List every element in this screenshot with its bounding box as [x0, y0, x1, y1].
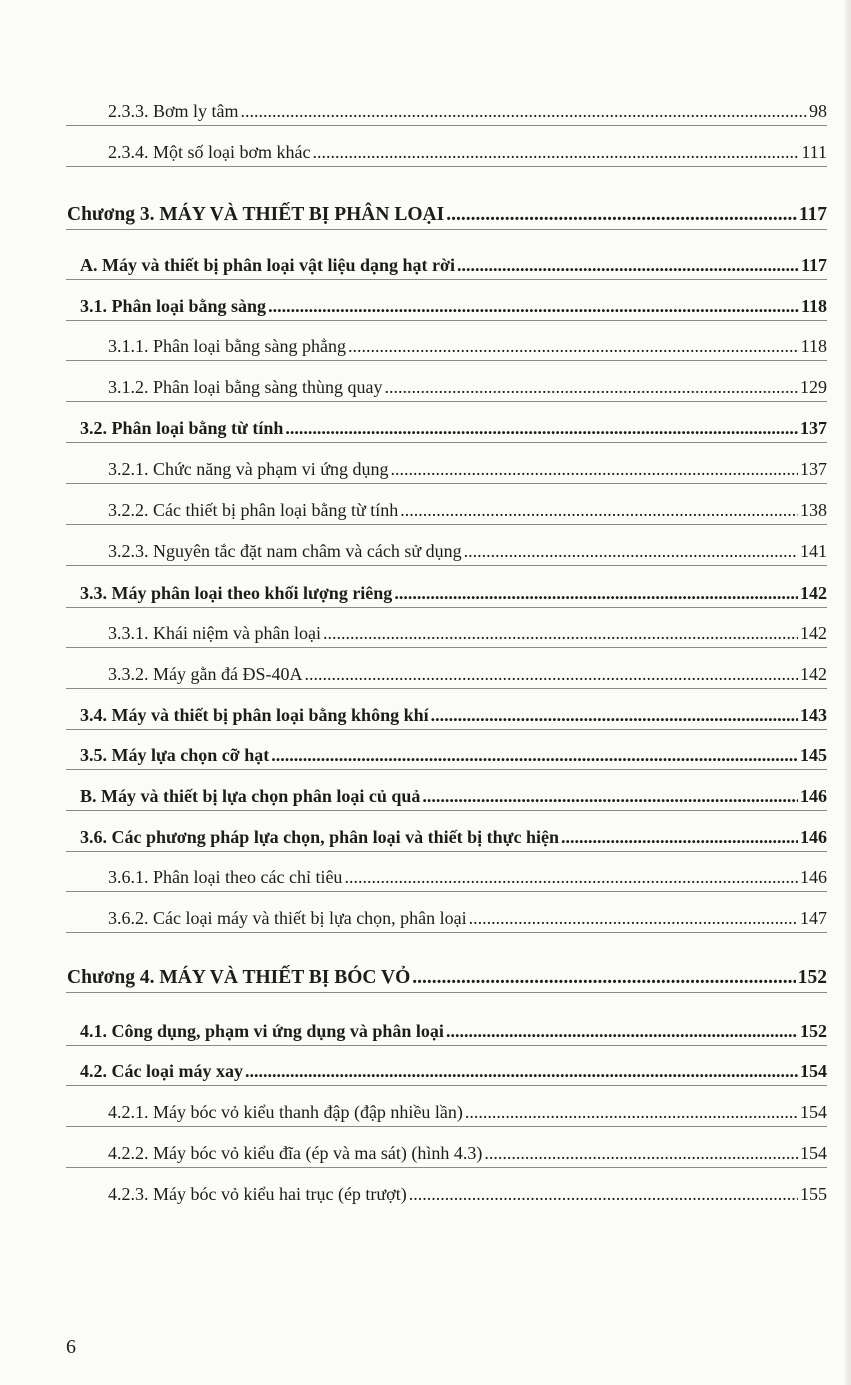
toc-entry-page: 118 — [800, 296, 827, 316]
toc-entry-label: Chương 4. MÁY VÀ THIẾT BỊ BÓC VỎ — [67, 967, 411, 988]
toc-entry — [0, 495, 851, 525]
leader-dots — [422, 786, 798, 807]
toc-entry-page: 137 — [800, 418, 827, 438]
separator-line — [66, 607, 827, 608]
toc-entry-page: 129 — [800, 377, 827, 397]
toc-entry-page: 118 — [800, 336, 827, 356]
separator-line — [66, 1126, 827, 1127]
toc-section-entry — [0, 1016, 851, 1046]
separator-line — [66, 932, 827, 933]
toc-section-entry — [0, 578, 851, 608]
toc-entry-label: 3.2.1. Chức năng và phạm vi ứng dụng — [108, 459, 389, 479]
toc-entry-label: B. Máy và thiết bị lựa chọn phân loại củ quả — [80, 786, 421, 806]
separator-line — [66, 565, 827, 566]
toc-entry-label: 3.2.2. Các thiết bị phân loại bằng từ tính — [108, 500, 399, 520]
toc-entry — [0, 372, 851, 402]
separator-line — [66, 229, 827, 230]
leader-dots — [446, 204, 797, 226]
toc-section-entry — [0, 291, 851, 321]
toc-entry-page: 152 — [797, 967, 827, 988]
leader-dots — [465, 1102, 798, 1123]
toc-entry — [0, 1138, 851, 1168]
separator-line — [66, 891, 827, 892]
toc-entry-page: 98 — [809, 101, 827, 121]
toc-entry-label: 4.2.3. Máy bóc vỏ kiểu hai trục (ép trượt) — [108, 1184, 407, 1204]
separator-line — [66, 729, 827, 730]
toc-entry-label: 3.5. Máy lựa chọn cỡ hạt — [80, 745, 270, 765]
toc-entry-label: 3.6. Các phương pháp lựa chọn, phân loại và thiết bị thực hiện — [80, 827, 559, 847]
leader-dots — [304, 664, 798, 685]
separator-line — [66, 992, 827, 993]
leader-dots — [313, 142, 800, 163]
leader-dots — [400, 500, 798, 521]
leader-dots — [409, 1184, 798, 1205]
toc-entry-page: 155 — [800, 1184, 827, 1204]
toc-entry — [0, 536, 851, 566]
toc-entry-page: 146 — [800, 786, 827, 806]
page-edge — [845, 0, 851, 1385]
toc-entry-label: 4.2.2. Máy bóc vỏ kiểu đĩa (ép và ma sát) (hình 4.3) — [108, 1143, 483, 1163]
toc-entry-page: 154 — [800, 1143, 827, 1163]
leader-dots — [469, 908, 798, 929]
leader-dots — [484, 1143, 798, 1164]
toc-entry-label: 3.6.1. Phân loại theo các chỉ tiêu — [108, 867, 343, 887]
separator-line — [66, 1045, 827, 1046]
toc-entry — [0, 137, 851, 167]
toc-section-entry — [0, 740, 851, 770]
toc-entry-page: 138 — [800, 500, 827, 520]
toc-entry-page: 117 — [798, 204, 827, 225]
leader-dots — [431, 705, 798, 726]
leader-dots — [245, 1061, 798, 1082]
separator-line — [66, 125, 827, 126]
toc-section-entry — [0, 413, 851, 443]
separator-line — [66, 524, 827, 525]
separator-line — [66, 647, 827, 648]
leader-dots — [271, 745, 798, 766]
leader-dots — [457, 255, 799, 276]
toc-chapter-entry — [0, 200, 851, 230]
toc-entry — [0, 1097, 851, 1127]
toc-entry-label: Chương 3. MÁY VÀ THIẾT BỊ PHÂN LOẠI — [67, 204, 445, 225]
toc-entry-page: 141 — [800, 541, 827, 561]
leader-dots — [285, 418, 798, 439]
toc-entry — [0, 331, 851, 361]
toc-section-entry — [0, 781, 851, 811]
toc-entry-page: 142 — [800, 583, 827, 603]
toc-entry-page: 154 — [800, 1061, 827, 1081]
toc-entry-label: 3.3. Máy phân loại theo khối lượng riêng — [80, 583, 393, 603]
toc-entry-page: 117 — [800, 255, 827, 275]
toc-entry — [0, 903, 851, 933]
toc-entry-page: 143 — [800, 705, 827, 725]
toc-entry-page: 146 — [800, 867, 827, 887]
toc-entry — [0, 862, 851, 892]
separator-line — [66, 442, 827, 443]
toc-entry-label: 3.1. Phân loại bằng sàng — [80, 296, 267, 316]
toc-entry-label: 3.1.2. Phân loại bằng sàng thùng quay — [108, 377, 383, 397]
toc-entry-page: 154 — [800, 1102, 827, 1122]
separator-line — [66, 279, 827, 280]
toc-entry-label: 3.4. Máy và thiết bị phân loại bằng không khí — [80, 705, 429, 725]
separator-line — [66, 483, 827, 484]
toc-entry-page: 137 — [800, 459, 827, 479]
toc-entry-label: 4.1. Công dụng, phạm vi ứng dụng và phân loại — [80, 1021, 444, 1041]
toc-section-entry — [0, 1056, 851, 1086]
toc-entry — [0, 96, 851, 126]
separator-line — [66, 769, 827, 770]
toc-entry-label: 4.2.1. Máy bóc vỏ kiểu thanh đập (đập nhiều lần) — [108, 1102, 463, 1122]
toc-entry-page: 145 — [800, 745, 827, 765]
leader-dots — [384, 377, 798, 398]
leader-dots — [412, 967, 796, 989]
leader-dots — [344, 867, 798, 888]
toc-entry-label: 3.3.1. Khái niệm và phân loại — [108, 623, 321, 643]
separator-line — [66, 1167, 827, 1168]
toc-entry-page: 142 — [800, 664, 827, 684]
toc-section-entry — [0, 700, 851, 730]
separator-line — [66, 320, 827, 321]
leader-dots — [464, 541, 798, 562]
separator-line — [66, 810, 827, 811]
leader-dots — [390, 459, 798, 480]
toc-entry-label: 3.2. Phân loại bằng từ tính — [80, 418, 284, 438]
toc-entry-label: 3.3.2. Máy gằn đá ĐS-40A — [108, 664, 303, 684]
toc-entry-label: 3.6.2. Các loại máy và thiết bị lựa chọn, phân loại — [108, 908, 467, 928]
leader-dots — [241, 101, 807, 122]
toc-entry-label: A. Máy và thiết bị phân loại vật liệu dạng hạt rời — [80, 255, 456, 275]
leader-dots — [323, 623, 798, 644]
separator-line — [66, 688, 827, 689]
toc-entry — [0, 618, 851, 648]
toc-entry-page: 142 — [800, 623, 827, 643]
toc-entry — [0, 659, 851, 689]
toc-entry-page: 146 — [800, 827, 827, 847]
toc-section-entry — [0, 822, 851, 852]
separator-line — [66, 360, 827, 361]
toc-entry — [0, 1179, 851, 1209]
toc-chapter-entry — [0, 963, 851, 993]
separator-line — [66, 851, 827, 852]
toc-section-entry — [0, 250, 851, 280]
toc-entry-label: 3.2.3. Nguyên tắc đặt nam châm và cách sử dụng — [108, 541, 462, 561]
separator-line — [66, 166, 827, 167]
page-number: 6 — [66, 1336, 76, 1358]
toc-entry-label: 2.3.3. Bơm ly tâm — [108, 101, 239, 121]
separator-line — [66, 1085, 827, 1086]
leader-dots — [348, 336, 799, 357]
toc-entry-page: 111 — [801, 142, 827, 162]
toc-entry — [0, 454, 851, 484]
separator-line — [66, 401, 827, 402]
toc-entry-page: 147 — [800, 908, 827, 928]
leader-dots — [394, 583, 798, 604]
toc-entry-page: 152 — [800, 1021, 827, 1041]
toc-entry-label: 3.1.1. Phân loại bằng sàng phẳng — [108, 336, 346, 356]
leader-dots — [561, 827, 798, 848]
leader-dots — [268, 296, 799, 317]
toc-entry-label: 4.2. Các loại máy xay — [80, 1061, 243, 1081]
leader-dots — [446, 1021, 798, 1042]
toc-entry-label: 2.3.4. Một số loại bơm khác — [108, 142, 311, 162]
